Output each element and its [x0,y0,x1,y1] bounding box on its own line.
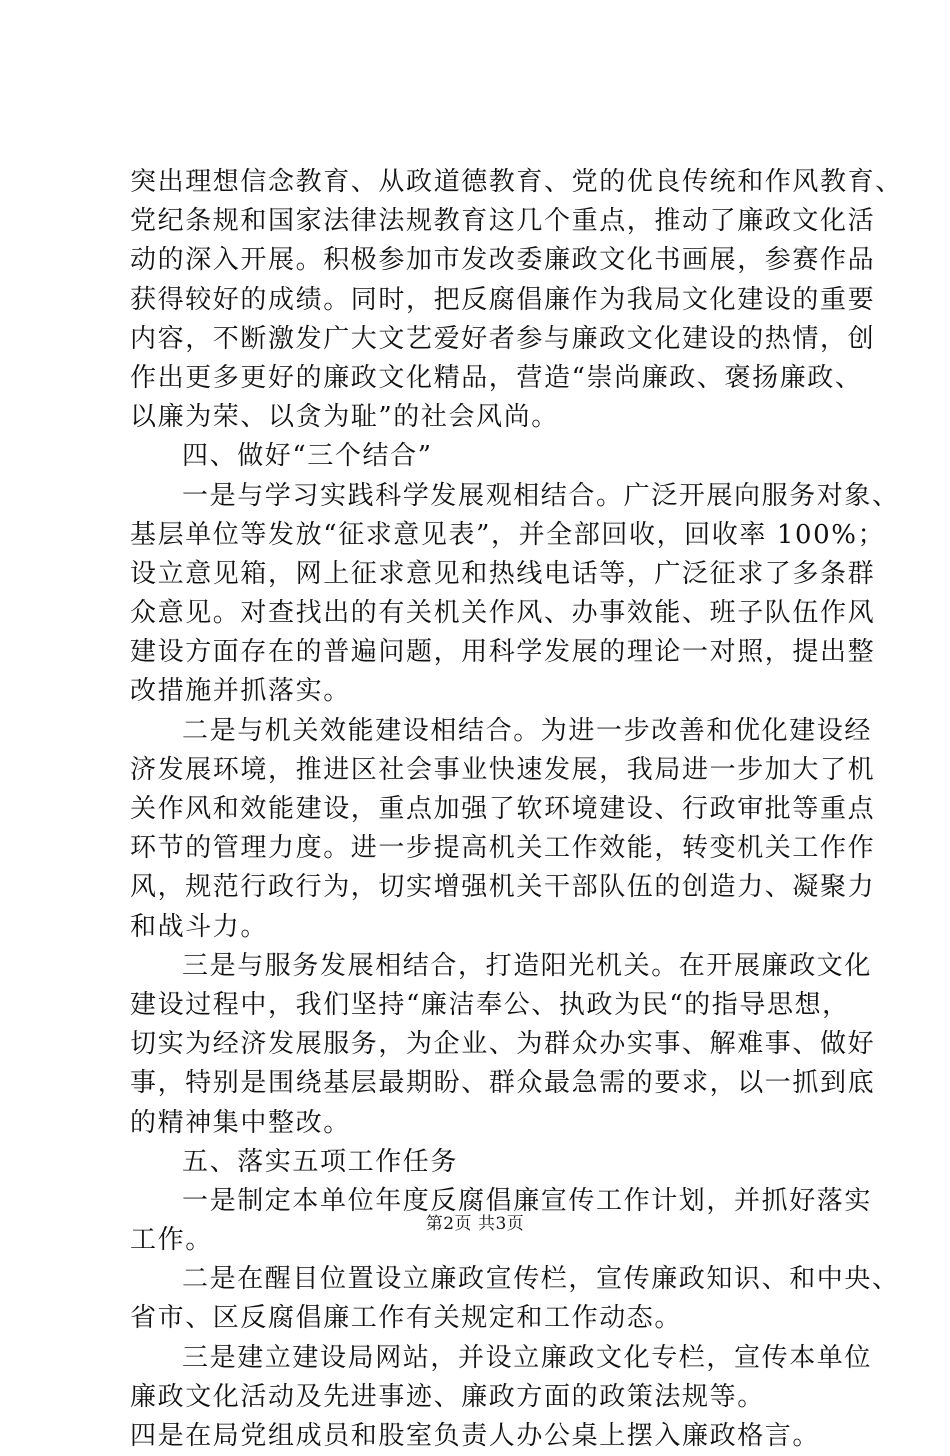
text-line: 突出理想信念教育、从政道德教育、党的优良传统和作风教育、 [130,167,903,197]
text-line: 廉政文化活动及先进事迹、廉政方面的政策法规等。 [130,1381,765,1412]
text-line: 关作风和效能建设，重点加强了软环境建设、行政审批等重点 [130,794,876,824]
text-line: 环节的管理力度。进一步提高机关工作效能，转变机关工作作 [130,833,876,864]
text-line: 工作。 [130,1225,213,1256]
text-line: 和战斗力。 [130,911,269,942]
text-line: 建设过程中，我们坚持“廉洁奉公、执政为民“的指导思想， [130,989,850,1020]
page-number-footer: 第2页 共3页 [425,1214,525,1234]
text-line: 四是在局党组成员和股室负责人办公桌上摆入廉政格言。 [130,1421,821,1451]
text-line: 的精神集中整改。 [130,1107,351,1138]
paragraph-start: 三是建立建设局网站，并设立廉政文化专栏，宣传本单位 [182,1342,873,1373]
text-line: 风，规范行政行为，切实增强机关干部队伍的创造力、凝聚力 [130,872,876,903]
text-line: 省市、区反腐倡廉工作有关规定和工作动态。 [130,1303,683,1334]
text-line: 设立意见箱，网上征求意见和热线电话等，广泛征求了多条群 [130,558,876,589]
section-heading-four: 四、做好“三个结合” [182,441,433,472]
text-line: 作出更多更好的廉政文化精品，营造“崇尚廉政、褒扬廉政、 [130,362,863,393]
text-line: 以廉为荣、以贪为耻”的社会风尚。 [130,402,559,433]
document-body [130,163,903,1456]
text-line: 事，特别是围绕基层最期盼、群众最急需的要求，以一抓到底 [130,1068,876,1099]
text-line: 济发展环境，推进区社会事业快速发展，我局进一步加大了机 [130,754,876,785]
text-line: 建设方面存在的普遍问题，用科学发展的理论一对照，提出整 [130,637,876,668]
text-line: 内容，不断激发广大文艺爱好者参与廉政文化建设的热情，创 [130,323,876,354]
text-line: 改措施并抓落实。 [130,676,351,707]
text-line: 切实为经济发展服务，为企业、为群众办实事、解难事、做好 [130,1029,876,1060]
paragraph-start: 三是与服务发展相结合，打造阳光机关。在开展廉政文化 [182,950,873,981]
text-line: 众意见。对查找出的有关机关作风、办事效能、班子队伍作风 [130,598,876,629]
paragraph-start: 一是制定本单位年度反腐倡廉宣传工作计划，并抓好落实 [182,1185,873,1216]
text-line: 获得较好的成绩。同时，把反腐倡廉作为我局文化建设的重要 [130,284,876,315]
text-line: 基层单位等发放“征求意见表”，并全部回收，回收率 100%； [130,519,886,550]
paragraph-start: 一是与学习实践科学发展观相结合。广泛开展向服务对象、 [182,480,900,511]
section-heading-five: 五、落实五项工作任务 [182,1146,459,1177]
paragraph-start: 二是与机关效能建设相结合。为进一步改善和优化建设经 [182,715,873,746]
text-line: 动的深入开展。积极参加市发改委廉政文化书画展，参赛作品 [130,245,876,276]
text-line: 党纪条规和国家法律法规教育这几个重点，推动了廉政文化活 [130,206,876,237]
paragraph-start: 二是在醒目位置设立廉政宣传栏，宣传廉政知识、和中央、 [182,1264,900,1295]
